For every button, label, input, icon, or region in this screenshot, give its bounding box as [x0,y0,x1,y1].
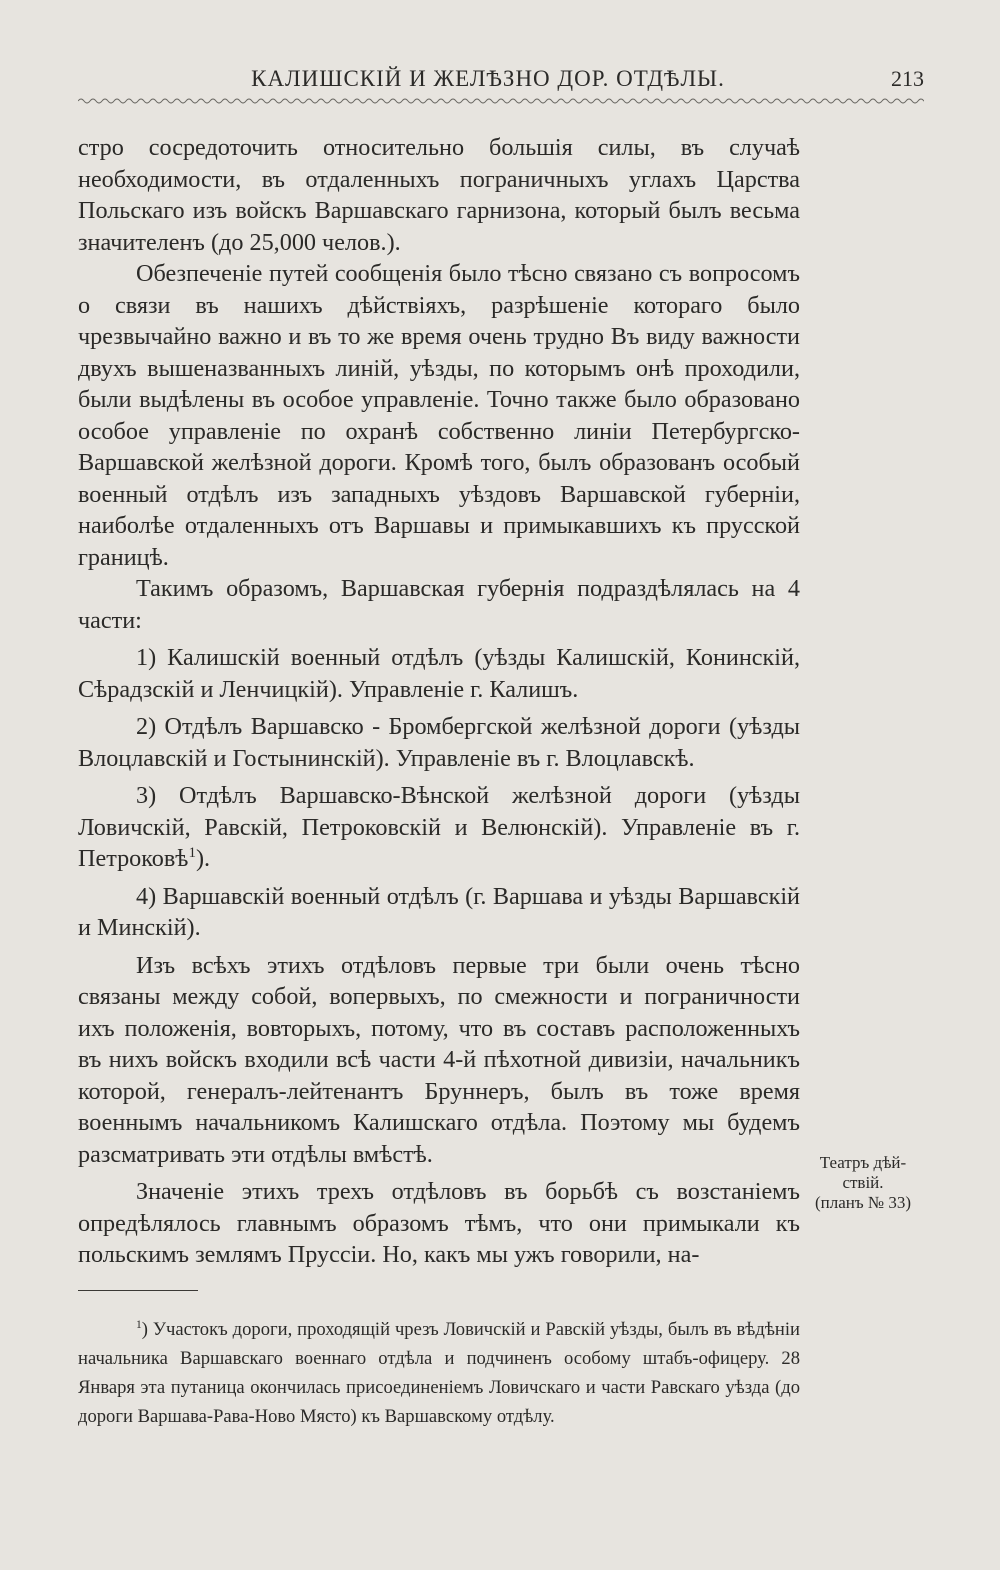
margin-note [802,1153,924,1213]
paragraph: Такимъ образомъ, Варшавская губернія подраздѣлялась на 4 части: [78,575,800,634]
list-item [78,780,800,875]
page-number: 213 [891,66,924,91]
margin-note-line: ствій. [842,1173,884,1192]
paragraph: Обезпеченіе путей сообщенія было тѣсно связано съ вопросомъ о связи въ нашихъ дѣйствіяхъ, разрѣшеніе котораго было чрезвычайно важно и въ то же время очень трудно Въ виду важности двухъ вышеназванныхъ линій, уѣзды, по которымъ онѣ проходили, были выдѣлены въ особое управленіе. Точно также было образовано особое управленіе по охранѣ собственно линіи Петербургско-Варшавской желѣзной дороги. Кромѣ того, былъ образованъ особый военный отдѣлъ изъ западныхъ уѣздовъ Варшавской губерніи, наиболѣе отдаленныхъ отъ Варшавы и примыкавшихъ къ прусской границѣ. [78,260,800,571]
footnote-paragraph [78,1315,800,1431]
margin-note-line: Театръ дѣй- [819,1153,907,1172]
list-item: 4) Варшавскій военный отдѣлъ (г. Варшава и уѣзды Варшавскій и Минскій). [78,882,800,941]
footnote-marker: 1 [188,844,196,861]
footnote [78,1315,800,1431]
footnote-marker: 1 [136,1318,142,1331]
paragraph: стро сосредоточить относительно большія силы, въ случаѣ необходимости, въ отдаленныхъ пограничныхъ углахъ Царства Польскаго изъ войскъ Варшавскаго гарнизона, который былъ весьма значителенъ (до 25,000 челов.). [78,134,800,256]
list-item: 2) Отдѣлъ Варшавско - Бромбергской желѣзной дороги (уѣзды Влоцлавскій и Гостынинскій). Управленіе въ г. Влоцлавскѣ. [78,713,800,772]
list-item: 1) Калишскій военный отдѣлъ (уѣзды Калишскій, Конинскій, Сѣрадзскій и Ленчицкій). Управленіе г. Калишъ. [78,644,800,703]
margin-note-line: (планъ № 33) [814,1193,912,1212]
list-item-end: ). [195,845,211,872]
running-title: КАЛИШСКІЙ И ЖЕЛѢЗНО ДОР. ОТДѢЛЫ. [251,66,725,91]
main-text [78,132,800,1271]
page-header [78,66,924,102]
footnote-text: ) Участокъ дороги, проходящій чрезъ Ловичскій и Равскій уѣзды, былъ въ вѣдѣніи начальника Варшавскаго военнаго отдѣла и подчиненъ особому штабъ-офицеру. 28 Января эта путаница окончилась присоединеніемъ Ловичскаго и части Равскаго уѣзда (до дороги Варшава-Рава-Ново Място) къ Варшавскому отдѣлу. [78,1319,800,1427]
header-wavy-rule [78,96,924,106]
paragraph: Значеніе этихъ трехъ отдѣловъ въ борьбѣ съ возстаніемъ опредѣлялось главнымъ образомъ тѣмъ, что они примыкали къ польскимъ землямъ Пруссіи. Но, какъ мы ужъ говорили, на- [78,1178,800,1268]
list-item-text: 3) Отдѣлъ Варшавско-Вѣнской желѣзной дороги (уѣзды Ловичскій, Равскій, Петроковскій и Велюнскій). Управленіе въ г. Петроковѣ [78,782,800,872]
paragraph: Изъ всѣхъ этихъ отдѣловъ первые три были очень тѣсно связаны между собой, вопервыхъ, по смежности и пограничности ихъ положенія, вовторыхъ, потому, что въ составъ расположенныхъ въ нихъ войскъ входили всѣ части 4-й пѣхотной дивизіи, начальникъ которой, генералъ-лейтенантъ Бруннеръ, былъ въ тоже время военнымъ начальникомъ Калишскаго отдѣла. Поэтому мы будемъ разсматривать эти отдѣлы вмѣстѣ. [78,951,800,1168]
footnote-divider [78,1290,198,1291]
